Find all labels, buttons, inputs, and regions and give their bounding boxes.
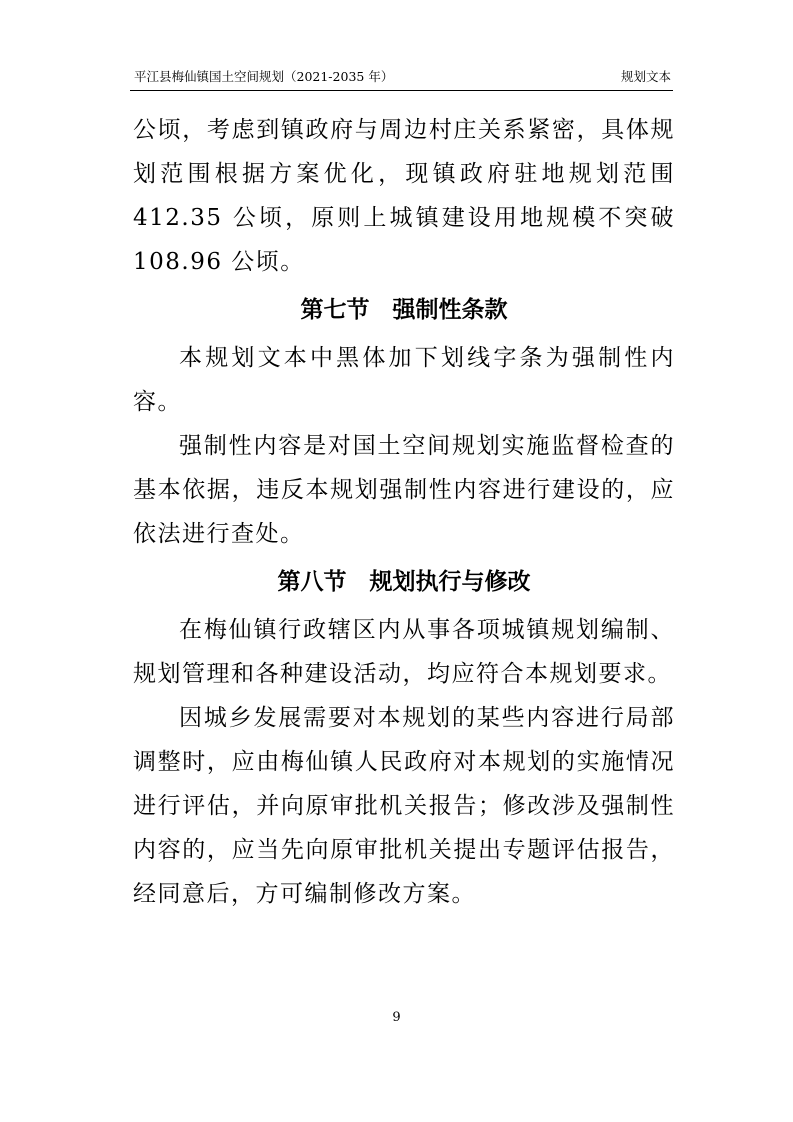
continued-paragraph: 公顷，考虑到镇政府与周边村庄关系紧密，具体规划范围根据方案优化，现镇政府驻地规划范围 412.35 公顷，原则上城镇建设用地规模不突破 108.96 公顷。 xyxy=(133,117,675,275)
header-document-title: 平江县梅仙镇国土空间规划（2021-2035 年） xyxy=(134,69,394,84)
section-7-paragraph-2: 强制性内容是对国土空间规划实施监督检查的基本依据，违反本规划强制性内容进行建设的，应依法进行查处。 xyxy=(133,433,675,547)
section-7-paragraph-1: 本规划文本中黑体加下划线字条为强制性内容。 xyxy=(133,345,675,415)
header-divider xyxy=(130,90,673,91)
section-8-paragraph-1: 在梅仙镇行政辖区内从事各项城镇规划编制、规划管理和各种建设活动，均应符合本规划要求。 xyxy=(133,617,675,687)
page-body xyxy=(133,108,675,916)
page-header xyxy=(134,67,671,89)
section-8-paragraph-2: 因城乡发展需要对本规划的某些内容进行局部调整时，应由梅仙镇人民政府对本规划的实施情况进行评估，并向原审批机关报告；修改涉及强制性内容的，应当先向原审批机关提出专题评估报告，经同意后，方可编制修改方案。 xyxy=(133,705,675,907)
section-8-heading: 第八节 规划执行与修改 xyxy=(277,569,531,595)
section-7-heading: 第七节 强制性条款 xyxy=(300,297,508,323)
page-number: 9 xyxy=(392,1010,401,1025)
header-document-type: 规划文本 xyxy=(620,69,671,84)
